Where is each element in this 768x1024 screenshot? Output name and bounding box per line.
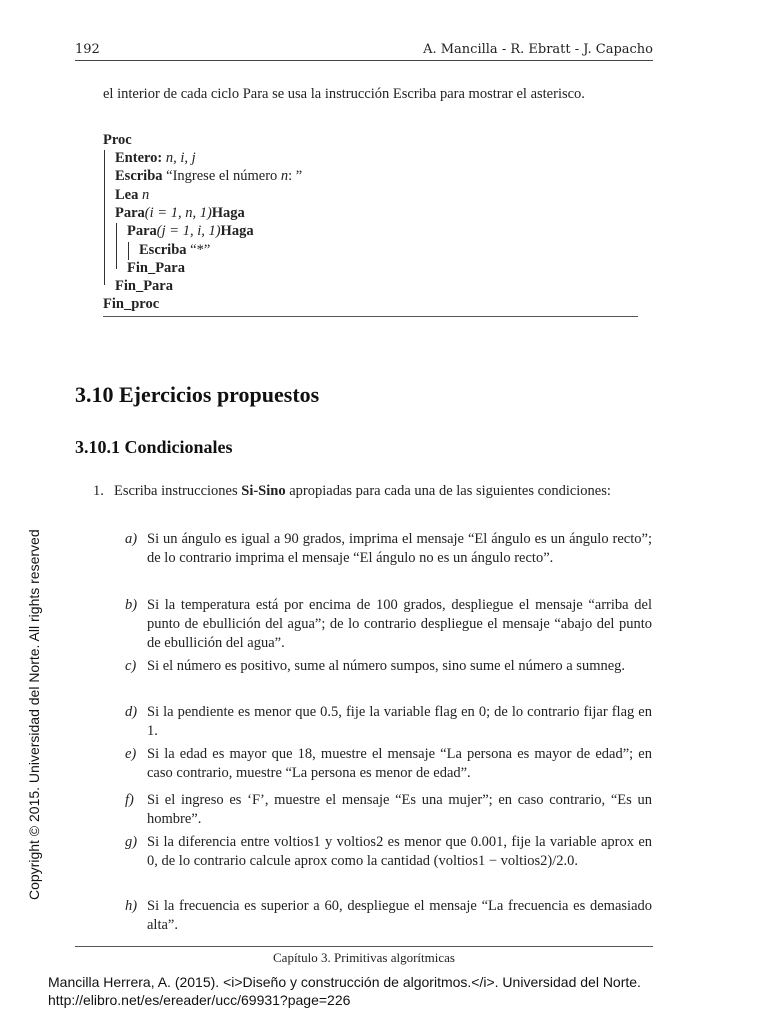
code-indent-bar-outer	[104, 150, 105, 285]
item-text: Si la frecuencia es superior a 60, despliegue el mensaje “La frecuencia es demasiado alta”.	[147, 898, 652, 933]
page-number: 192	[75, 42, 100, 57]
item-text: Si el ingreso es ‘F’, muestre el mensaje “Es una mujer”; en caso contrario, “Es un hombre”.	[147, 792, 652, 827]
header-authors: A. Mancilla - R. Ebratt - J. Capacho	[423, 42, 653, 57]
code-escriba-line	[115, 168, 302, 185]
item-text: Si el número es positivo, sume al número sumpos, sino sume el número a sumneg.	[147, 658, 626, 674]
section-title: 3.10 Ejercicios propuestos	[75, 382, 320, 407]
footer-chapter: Capítulo 3. Primitivas algorítmicas	[273, 950, 455, 965]
code-fin-para-inner: Fin_Para	[127, 260, 185, 276]
code-para-inner-haga: Haga	[220, 223, 254, 239]
item-letter: g)	[125, 834, 138, 850]
item-letter: d)	[125, 704, 138, 720]
item-letter: h)	[125, 898, 138, 914]
code-para-outer-args: (i = 1, n, 1)	[144, 205, 212, 221]
code-para-outer-haga: Haga	[211, 205, 245, 221]
exercise-lead: Escriba instrucciones	[114, 483, 242, 499]
subsection-title: 3.10.1 Condicionales	[75, 437, 233, 457]
code-lea-var: n	[141, 187, 150, 203]
exercise-keyword: Si-Sino	[241, 483, 286, 499]
copyright-watermark: Copyright © 2015. Universidad del Norte. All rights reserved	[26, 529, 42, 900]
item-letter: a)	[125, 531, 138, 547]
item-text: Si la pendiente es menor que 0.5, fije la variable flag en 0; de lo contrario fijar flag en 1.	[147, 704, 652, 739]
code-entero-keyword: Entero:	[115, 150, 163, 166]
code-lea-line	[115, 187, 149, 204]
header-rule	[75, 60, 653, 61]
code-escriba-var: n	[280, 168, 289, 184]
code-escriba-tail: : ”	[288, 168, 303, 184]
item-letter: f)	[125, 792, 134, 808]
item-letter: b)	[125, 597, 138, 613]
item-text: Si un ángulo es igual a 90 grados, imprima el mensaje “El ángulo es un ángulo recto”; de lo contrario imprima el mensaje “El ángulo no es un ángulo recto”.	[147, 531, 652, 566]
item-letter: c)	[125, 658, 137, 674]
code-indent-bar-middle	[116, 223, 117, 269]
running-head	[75, 42, 653, 62]
code-para-outer-keyword: Para	[115, 205, 145, 221]
code-escriba-keyword: Escriba	[115, 168, 163, 184]
code-indent-bar-inner	[128, 242, 129, 260]
exercise-tail: apropiadas para cada una de las siguientes condiciones:	[285, 483, 611, 499]
code-para-inner-args: (j = 1, i, 1)	[156, 223, 221, 239]
item-text: Si la diferencia entre voltios1 y voltios2 es menor que 0.001, fije la variable aprox en 0, de lo contrario calcule aprox como la cantidad (voltios1 − voltios2)/2.0.	[147, 834, 652, 869]
code-block-rule	[103, 316, 638, 317]
code-escriba-star-keyword: Escriba	[139, 242, 187, 258]
code-para-inner-keyword: Para	[127, 223, 157, 239]
intro-paragraph: el interior de cada ciclo Para se usa la instrucción Escriba para mostrar el asterisco.	[103, 86, 585, 102]
exercise-number: 1.	[93, 483, 104, 499]
footer-rule	[75, 946, 653, 947]
code-fin-proc: Fin_proc	[103, 296, 160, 312]
code-escriba-star-line	[139, 242, 210, 259]
code-lea-keyword: Lea	[115, 187, 139, 203]
code-proc: Proc	[103, 132, 132, 148]
code-fin-para-outer: Fin_Para	[115, 278, 173, 294]
item-text: Si la temperatura está por encima de 100 grados, despliegue el mensaje “arriba del punto de ebullición del agua”; de lo contrario despliegue el mensaje “abajo del punto de ebullición del agua”.	[147, 597, 652, 651]
code-para-inner-line	[127, 223, 254, 240]
exercise-text	[114, 482, 654, 501]
item-letter: e)	[125, 746, 137, 762]
item-text: Si la edad es mayor que 18, muestre el mensaje “La persona es mayor de edad”; en caso contrario, muestre “La persona es menor de edad”.	[147, 746, 652, 781]
code-entero-vars: n, i, j	[165, 150, 196, 166]
code-escriba-text: “Ingrese el número	[166, 168, 281, 184]
code-para-outer-line	[115, 205, 245, 222]
citation-text: Mancilla Herrera, A. (2015). <i>Diseño y construcción de algoritmos.</i>. Universidad del Norte. http://elibro.net/es/ereader/ucc/69931?page=226	[48, 974, 641, 1008]
code-entero-line	[115, 150, 196, 167]
code-escriba-star-text: “*”	[190, 242, 211, 258]
